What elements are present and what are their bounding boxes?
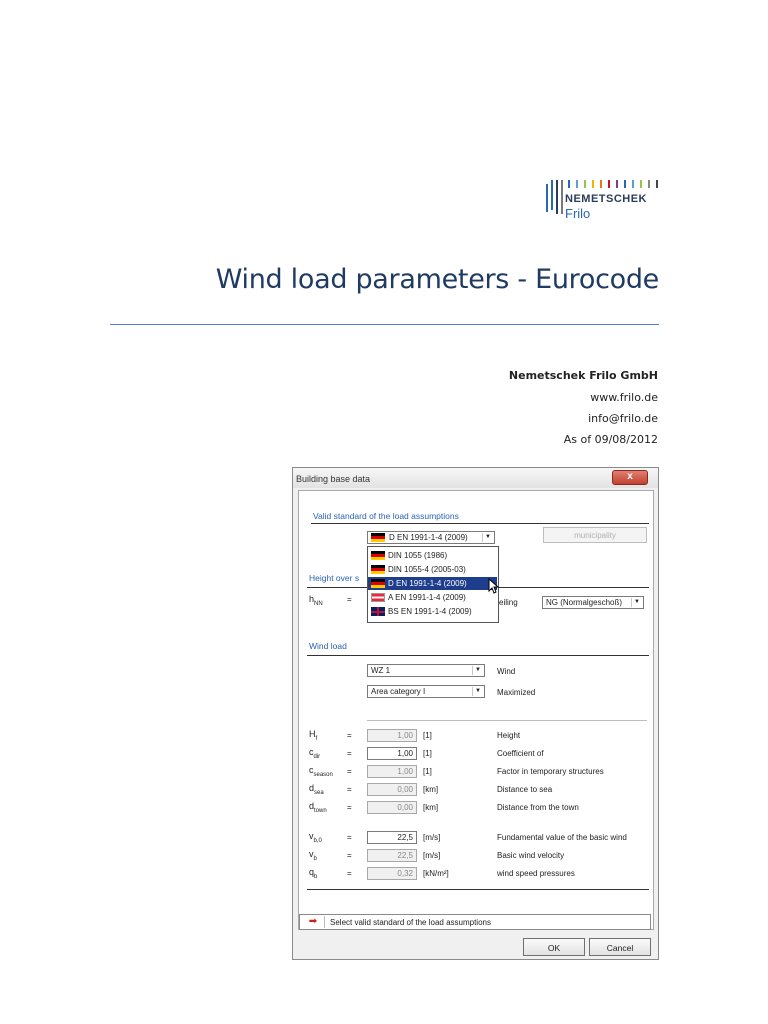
germany-flag-icon xyxy=(371,533,385,542)
param-description: wind speed pressures xyxy=(497,869,575,878)
wind-zone-value: WZ 1 xyxy=(371,666,391,675)
germany-flag-icon xyxy=(371,579,385,588)
municipality-button[interactable]: municipality xyxy=(543,527,647,543)
param-symbol: $v_{b,0}$ xyxy=(309,831,322,844)
germany-flag-icon xyxy=(371,565,385,574)
arrow-right-icon: ➡ xyxy=(302,916,325,928)
param-symbol: $d_{sea}$ xyxy=(309,783,324,796)
param-symbol: $H_f$ xyxy=(309,729,318,742)
param-symbol: $c_{dir}$ xyxy=(309,747,321,760)
param-equals: = xyxy=(347,851,352,860)
chevron-down-icon[interactable]: ▼ xyxy=(472,666,483,675)
austria-flag-icon xyxy=(371,593,385,602)
param-symbol: $c_{season}$ xyxy=(309,765,333,778)
option-label: DIN 1055 (1986) xyxy=(388,551,448,560)
standard-select-value: D EN 1991-1-4 (2009) xyxy=(389,533,468,542)
param-equals: = xyxy=(347,767,352,776)
param-unit: [1] xyxy=(423,767,432,776)
ok-button[interactable]: OK xyxy=(523,938,585,956)
hf-field[interactable]: 1,00 xyxy=(367,729,417,742)
cdir-field[interactable]: 1,00 xyxy=(367,747,417,760)
param-equals: = xyxy=(347,749,352,758)
param-unit: [1] xyxy=(423,749,432,758)
group-divider xyxy=(367,720,647,721)
wind-load-section-heading: Wind load xyxy=(309,641,347,651)
website-link[interactable]: www.frilo.de xyxy=(590,391,658,404)
area-category-select[interactable] xyxy=(367,685,485,698)
standard-select[interactable] xyxy=(367,531,495,544)
option-label: BS EN 1991-1-4 (2009) xyxy=(388,607,472,616)
dtown-field[interactable]: 0,00 xyxy=(367,801,417,814)
building-base-data-dialog xyxy=(292,467,659,960)
param-description: Distance from the town xyxy=(497,803,579,812)
vb0-field[interactable]: 22,5 xyxy=(367,831,417,844)
vb-field[interactable]: 22,5 xyxy=(367,849,417,862)
dialog-titlebar xyxy=(293,468,658,488)
logo-subtitle: Frilo xyxy=(565,206,591,221)
option-label: D EN 1991-1-4 (2009) xyxy=(388,579,467,588)
nemetschek-frilo-logo xyxy=(546,180,660,224)
document-title: Wind load parameters - Eurocode xyxy=(215,264,659,295)
email-link[interactable]: info@frilo.de xyxy=(588,412,658,425)
area-category-value: Area category I xyxy=(371,687,426,696)
section-divider xyxy=(307,889,649,890)
hnn-symbol: $h_{NN}$ xyxy=(309,594,323,607)
param-symbol: $v_b$ xyxy=(309,849,317,862)
option-label: A EN 1991-1-4 (2009) xyxy=(388,593,466,602)
param-description: Coefficient of xyxy=(497,749,544,758)
hnn-equals: = xyxy=(347,595,352,604)
param-description: Distance to sea xyxy=(497,785,553,794)
status-bar xyxy=(299,914,651,930)
wind-zone-select[interactable] xyxy=(367,664,485,677)
param-unit: [km] xyxy=(423,803,439,812)
param-description: Basic wind velocity xyxy=(497,851,565,860)
param-symbol: $d_{town}$ xyxy=(309,801,327,814)
cseason-field[interactable]: 1,00 xyxy=(367,765,417,778)
param-equals: = xyxy=(347,869,352,878)
title-divider xyxy=(110,324,659,325)
chevron-down-icon[interactable]: ▼ xyxy=(631,598,642,607)
param-description: Factor in temporary structures xyxy=(497,767,604,776)
param-description: Height xyxy=(497,731,521,740)
dropdown-option[interactable] xyxy=(368,549,497,562)
option-label: DIN 1055-4 (2005-03) xyxy=(388,565,466,574)
cancel-button[interactable]: Cancel xyxy=(589,938,651,956)
param-symbol: $q_b$ xyxy=(309,867,318,880)
param-unit: [m/s] xyxy=(423,833,441,842)
status-text: Select valid standard of the load assumptions xyxy=(330,918,491,927)
dropdown-option-selected[interactable] xyxy=(368,577,497,590)
document-date: As of 09/08/2012 xyxy=(563,433,658,446)
standard-section-heading: Valid standard of the load assumptions xyxy=(313,511,459,521)
logo-wordmark: NEMETSCHEK xyxy=(565,193,648,205)
param-unit: [kN/m²] xyxy=(423,869,449,878)
mouse-pointer-icon xyxy=(488,578,500,594)
qb-field[interactable]: 0,32 xyxy=(367,867,417,880)
ceiling-label: eiling xyxy=(499,598,518,607)
dropdown-option[interactable] xyxy=(368,563,497,576)
ceiling-select[interactable] xyxy=(542,596,644,609)
param-description: Fundamental value of the basic wind xyxy=(497,833,627,842)
chevron-down-icon[interactable]: ▼ xyxy=(472,687,483,696)
standard-dropdown-list[interactable] xyxy=(367,546,499,623)
param-unit: [1] xyxy=(423,731,432,740)
close-button[interactable]: x xyxy=(612,470,648,485)
param-unit: [m/s] xyxy=(423,851,441,860)
dsea-field[interactable]: 0,00 xyxy=(367,783,417,796)
wind-zone-label: Wind xyxy=(497,667,516,676)
chevron-down-icon[interactable]: ▼ xyxy=(482,533,493,542)
param-equals: = xyxy=(347,803,352,812)
company-name: Nemetschek Frilo GmbH xyxy=(508,369,658,382)
ceiling-select-value: NG (Normalgeschoß) xyxy=(546,598,623,607)
dialog-content xyxy=(298,490,654,930)
section-divider xyxy=(311,523,649,524)
germany-flag-icon xyxy=(371,551,385,560)
area-category-label: Maximized xyxy=(497,688,536,697)
param-equals: = xyxy=(347,833,352,842)
param-unit: [km] xyxy=(423,785,439,794)
dialog-title: Building base data xyxy=(296,474,371,484)
dropdown-option[interactable] xyxy=(368,605,497,618)
param-equals: = xyxy=(347,731,352,740)
dropdown-option[interactable] xyxy=(368,591,497,604)
height-section-heading: Height over s xyxy=(309,573,360,583)
param-equals: = xyxy=(347,785,352,794)
uk-flag-icon xyxy=(371,607,385,616)
section-divider xyxy=(307,655,649,656)
